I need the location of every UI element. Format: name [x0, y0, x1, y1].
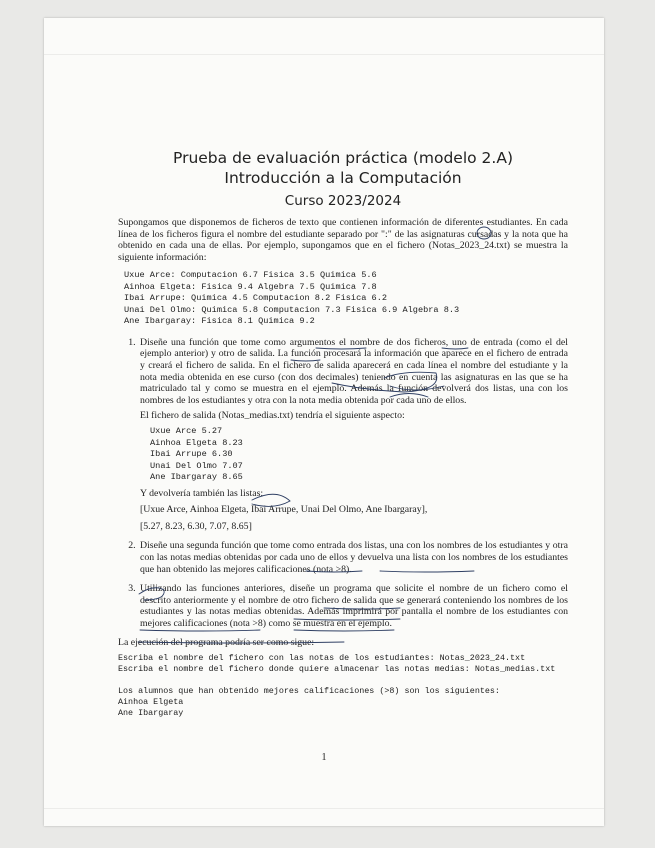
exercise-1-statement: 1. Diseñe una función que tome como argumentos el nombre de dos ficheros, uno de entrada (como el del ejemplo anterior) y otro de salida. La función procesará la información que aparece en el fichero de entrada y creará el fichero de salida. En el fichero de salida aparecerá en cada línea el nombre del estudiante y la nota media obtenida en ese curso (con dos decimales) teniendo en cuenta las asignaturas en las que se ha matriculado tal y como se muestra en el ejemplo. Además la función devolverá dos listas, una con los nombres de los estudiantes y otra con la nota media obtenida por cada uno de ellos.: [140, 336, 568, 406]
page-content: [118, 148, 568, 719]
scan-artifact: [44, 808, 604, 809]
exercise-3-statement: 3. Utilizando las funciones anteriores, diseñe un programa que solicite el nombre de un fichero como el descrito anteriormente y el nombre de otro fichero de salida que se generará conteniendo los nombres de los estudiantes y las notas medias obtenidas. Además imprimirá por pantalla el nombre de los estudiantes con mejores calificaciones (nota >8) como se muestra en el ejemplo.: [140, 583, 568, 629]
output-line: Ane Ibargaray 8.65: [150, 472, 243, 483]
document-page: [44, 18, 604, 826]
execution-section: [118, 637, 568, 719]
result-name: Ane Ibargaray: [118, 708, 184, 719]
output-file-example: [150, 426, 568, 484]
input-line: Ibai Arrupe: Quimica 4.5 Computacion 8.2 Fisica 6.2: [124, 293, 388, 304]
exercise-2: [138, 540, 568, 575]
input-line: Uxue Arce: Computacion 6.7 Fisica 3.5 Quimica 5.6: [124, 270, 377, 281]
course-subject: Introducción a la Computación: [224, 169, 462, 187]
exercise-2-statement: 2. Diseñe una segunda función que tome como entrada dos listas, una con los nombres de los estudiantes y otra con las notas medias obtenidas por cada uno de ellos y devuelva una lista con los nombres de los estudiantes que han obtenido las mejores calificaciones (nota >8).: [140, 540, 568, 575]
names-list: [Uxue Arce, Ainhoa Elgeta, Ibai Arrupe, Unai Del Olmo, Ane Ibargaray],: [140, 504, 428, 516]
exam-title: Prueba de evaluación práctica (modelo 2.A): [173, 149, 513, 167]
output-file-intro: El fichero de salida (Notas_medias.txt) tendría el siguiente aspecto:: [140, 410, 405, 422]
exercise-3: [138, 583, 568, 629]
academic-year: Curso 2023/2024: [284, 193, 402, 209]
input-line: Ainhoa Elgeta: Fisica 9.4 Algebra 7.5 Quimica 7.8: [124, 281, 377, 292]
exercise-1: [138, 337, 568, 532]
output-line: Unai Del Olmo 7.07: [150, 460, 243, 471]
scan-artifact: [44, 54, 604, 55]
prompt-line: Escriba el nombre del fichero donde quiere almacenar las notas medias: Notas_medias.txt: [118, 664, 556, 675]
page-number: 1: [321, 752, 327, 763]
input-file-example: [124, 270, 568, 328]
exercise-list: [118, 337, 568, 630]
input-line: Ane Ibargaray: Fisica 8.1 Quimica 9.2: [124, 316, 315, 327]
output-line: Ainhoa Elgeta 8.23: [150, 437, 243, 448]
return-lists-intro: Y devolvería también las listas:: [140, 487, 264, 499]
prompt-line: Escriba el nombre del fichero con las notas de los estudiantes: Notas_2023_24.txt: [118, 653, 526, 664]
output-line: Ibai Arrupe 6.30: [150, 449, 233, 460]
result-header: Los alumnos que han obtenido mejores calificaciones (>8) son los siguientes:: [118, 686, 500, 697]
output-line: Uxue Arce 5.27: [150, 426, 223, 437]
marks-list: [5.27, 8.23, 6.30, 7.07, 8.65]: [140, 520, 252, 532]
blank-line: [118, 675, 568, 686]
execution-intro: La ejecución del programa podría ser como sigue:: [118, 637, 315, 649]
execution-transcript: [118, 653, 568, 719]
intro-paragraph: Supongamos que disponemos de ficheros de texto que contienen información de diferentes estudiantes. En cada línea de los ficheros figura el nombre del estudiante separado por ":" de las asignaturas cursadas y la nota que ha obtenido en cada una de ellas. Por ejemplo, supongamos que en el fichero (Notas_2023_24.txt) se muestra la siguiente información:: [118, 217, 568, 263]
input-line: Unai Del Olmo: Quimica 5.8 Computacion 7.3 Fisica 6.9 Algebra 8.3: [124, 304, 460, 315]
result-name: Ainhoa Elgeta: [118, 697, 184, 708]
